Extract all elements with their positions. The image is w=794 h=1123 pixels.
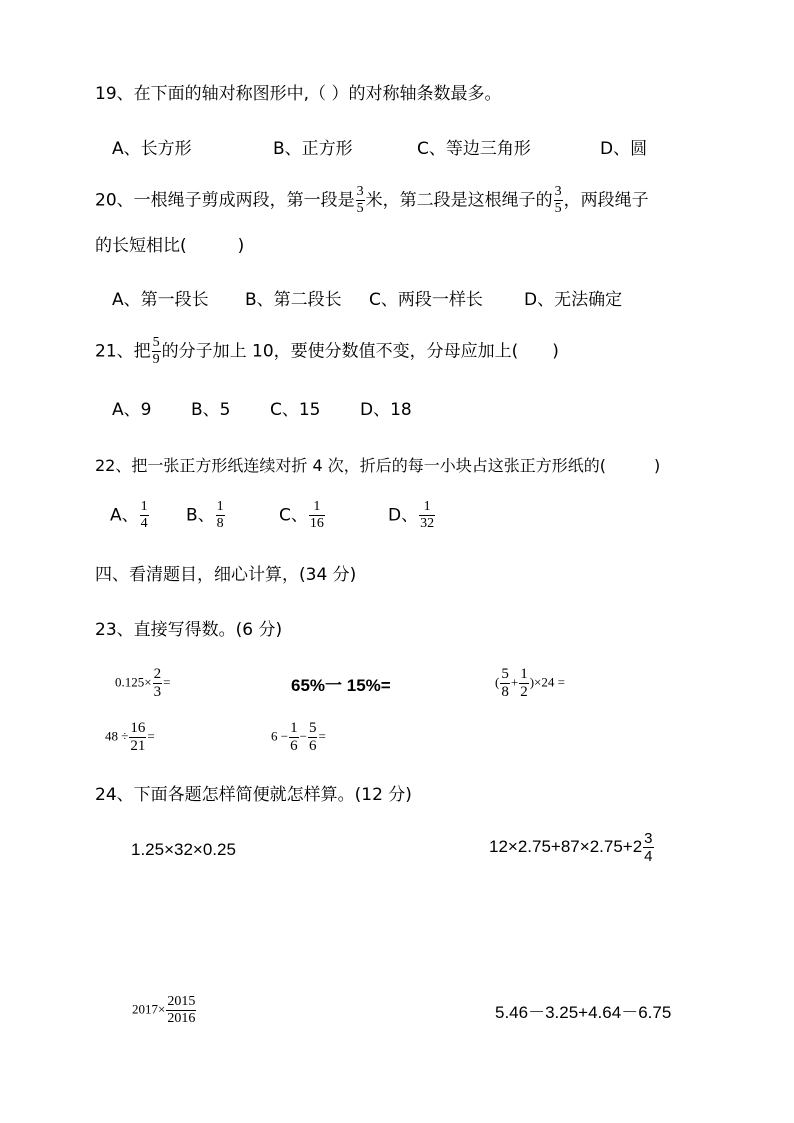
q23-expr-1-den: 3 [153,684,162,700]
q23-expr-3-fraction-2 [519,667,529,700]
q23-expr-1-a: 0.125× [115,674,152,690]
q19-option-c: C、等边三角形 [417,139,531,159]
q22-option-d-num: 1 [419,500,435,516]
q24-expr-3-den: 2016 [167,1011,196,1026]
q23-expr-3-plus: + [510,674,519,690]
q24-expr-2-num: 3 [644,830,653,847]
q21-option-c: C、15 [270,400,321,420]
q20-fraction-2-den: 5 [554,201,562,216]
q24-expr-2-fraction [643,831,653,864]
q23-expr-5-num-1: 1 [290,720,298,736]
q24-expr-3-num: 2015 [167,994,196,1009]
q23-expr-5-b: = [318,728,326,744]
q23-expr-4-den: 21 [130,738,146,754]
q22-option-c-label: C、 [279,505,308,526]
q22-option-b-num: 1 [216,499,224,514]
q20-option-b: B、第二段长 [245,290,342,310]
q21-option-b: B、5 [191,400,231,420]
q23-expr-5-num-2: 5 [308,720,317,736]
q21-option-a: A、9 [112,400,152,420]
q23-expr-5 [271,721,326,754]
q23-expr-4-b: = [147,728,155,744]
q21-stem-b: 的分子加上 10，要使分数值不变，分母应加上( ) [161,341,559,362]
q23-expr-5-fraction-2 [308,721,318,754]
q23-expr-1 [115,667,170,700]
q24-expr-2-a: 12×2.75+87×2.75+2 [489,836,643,856]
q23-expr-5-minus: − [299,728,307,744]
q22-option-a-fraction [140,500,149,531]
q23-expr-1-num: 2 [153,666,162,682]
q23-expr-2: 65%一 15%= [291,676,391,695]
q24-expr-3-fraction [166,995,196,1026]
q19-option-d: D、圆 [600,139,648,159]
section-4-title: 四、看清题目，细心计算，(34 分) [95,565,357,585]
q23-expr-3-den-1: 8 [501,684,509,700]
q24-title: 24、下面各题怎样简便就怎样算。(12 分) [95,785,412,805]
q20-option-d: D、无法确定 [524,290,623,310]
q23-expr-1-fraction [153,667,163,700]
q19-option-a: A、长方形 [112,139,192,159]
q23-expr-3-close: )×24 = [529,674,565,690]
q23-expr-3-fraction-1 [500,667,510,700]
q19-stem: 19、在下面的轴对称图形中,（ ）的对称轴条数最多。 [95,84,502,104]
q23-expr-4-a: 48 ÷ [105,728,129,744]
q23-expr-3 [495,667,565,700]
q20-stem-a: 20、一根绳子剪成两段，第一段是 [95,190,355,211]
q21-fraction [152,336,161,367]
q22-option-b [186,500,226,531]
q20-stem-line1 [95,185,649,216]
q23-expr-5-den-1: 6 [290,738,298,754]
q23-expr-4-num: 16 [130,720,146,736]
q24-expr-3-a: 2017× [132,1001,166,1017]
q23-expr-4-fraction [129,721,146,754]
q22-option-c-den: 16 [309,516,324,531]
q20-fraction-1-den: 5 [356,201,364,216]
q24-expr-3 [132,995,197,1026]
q22-option-d [388,500,436,531]
q24-expr-2-den: 4 [644,848,653,865]
q23-expr-5-den-2: 6 [308,738,317,754]
q23-expr-1-b: = [163,674,171,690]
q24-expr-4: 5.46－3.25+4.64－6.75 [495,1003,672,1022]
q21-stem-a: 21、把 [95,341,151,362]
q22-option-d-fraction [419,500,435,531]
q22-option-d-den: 32 [420,516,435,531]
q21-stem [95,336,559,367]
q22-option-b-den: 8 [216,516,224,531]
q22-option-a-num: 1 [140,499,148,514]
q23-title: 23、直接写得数。(6 分) [95,620,283,640]
q22-option-a-label: A、 [110,505,139,526]
q20-fraction-1-num: 3 [356,184,364,199]
q22-option-b-label: B、 [186,505,215,526]
q20-fraction-2 [554,185,563,216]
q23-expr-3-num-2: 1 [520,666,528,682]
q21-option-d: D、18 [360,400,412,420]
q22-option-c-fraction [309,500,325,531]
q22-option-a-den: 4 [140,516,148,531]
q23-expr-5-fraction-1 [289,721,299,754]
q23-expr-5-a: 6 − [271,728,289,744]
q20-stem-c: ，两段绳子 [563,190,649,211]
q20-fraction-2-num: 3 [554,184,562,199]
q21-fraction-num: 5 [152,335,160,350]
q19-option-b: B、正方形 [273,139,353,159]
q22-option-b-fraction [216,500,225,531]
q23-expr-3-den-2: 2 [520,684,528,700]
q20-stem-b: 米，第二段是这根绳子的 [365,190,553,211]
q24-expr-2 [489,831,655,864]
q23-expr-3-open: ( [495,674,500,690]
q23-expr-4 [105,721,155,754]
q21-fraction-den: 9 [152,352,160,367]
q22-option-a [110,500,150,531]
q22-option-c-num: 1 [309,500,325,516]
q20-option-c: C、两段一样长 [369,290,483,310]
q20-option-a: A、第一段长 [112,290,209,310]
q22-option-d-label: D、 [388,505,419,526]
q20-stem-line2: 的长短相比( ) [95,236,245,256]
q22-option-c [279,500,326,531]
q24-expr-1: 1.25×32×0.25 [131,840,236,859]
q20-fraction-1 [356,185,365,216]
q23-expr-3-num-1: 5 [501,666,509,682]
q22-stem: 22、把一张正方形纸连续对折 4 次，折后的每一小块占这张正方形纸的( ) [95,456,661,475]
